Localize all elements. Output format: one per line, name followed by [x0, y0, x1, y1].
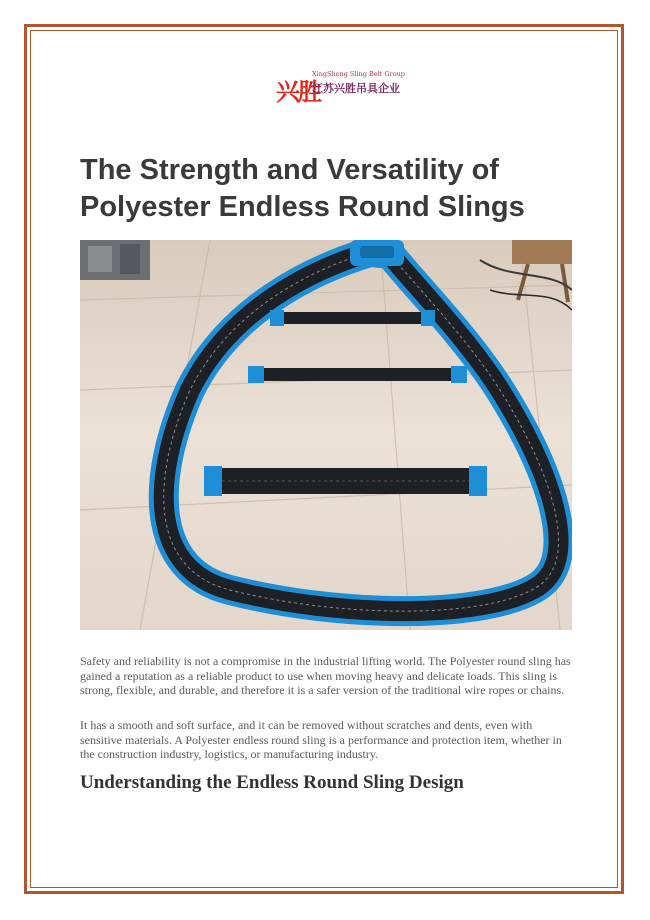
- logo-english-name: XingSheng Sling Belt Group: [312, 70, 405, 78]
- logo-chinese-name: 江苏兴胜吊具企业: [312, 82, 400, 95]
- surface-paragraph: It has a smooth and soft surface, and it can be removed without scratches and dents, even with sensitive materials. A Polyester endless round sling is a performance and protection item, whether in the construction industry, logistics, or manufacturing industry.: [80, 718, 562, 762]
- section-heading: Understanding the Endless Round Sling Design: [80, 772, 464, 793]
- logo-mark: 兴胜: [276, 78, 320, 106]
- sling-photo: [80, 240, 572, 630]
- company-logo: [276, 70, 405, 106]
- sling-photo-illustration: [80, 240, 572, 630]
- article-title: The Strength and Versatility of Polyester Endless Round Slings: [80, 154, 525, 223]
- intro-paragraph: Safety and reliability is not a compromise in the industrial lifting world. The Polyester round sling has gained a reputation as a reliable product to use when moving heavy and delicate loads. This sling is strong, flexible, and durable, and therefore it is a safer version of the traditional wire ropes or chains.: [80, 654, 571, 698]
